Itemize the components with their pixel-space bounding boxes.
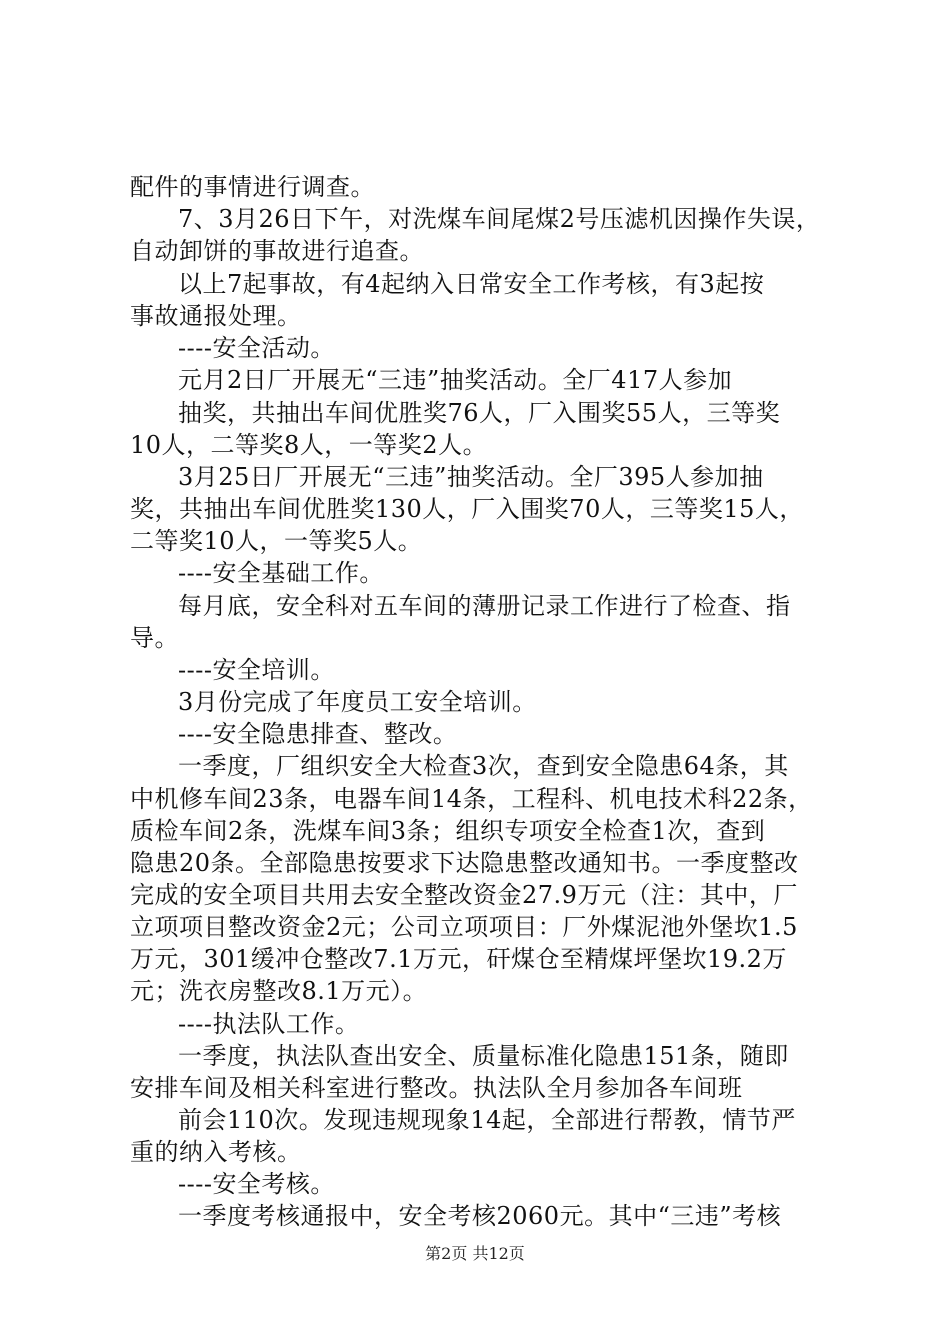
text-line: 一季度考核通报中，安全考核2060元。其中“三违”考核: [178, 1202, 782, 1230]
text-line: 重的纳入考核。: [130, 1138, 302, 1166]
section-heading: ----执法队工作。: [178, 1010, 360, 1038]
text-line: 自动卸饼的事故进行追查。: [130, 237, 424, 265]
text-line: 抽奖，共抽出车间优胜奖76人，厂入围奖55人，三等奖: [178, 399, 781, 427]
text-line: 质检车间2条，洗煤车间3条；组织专项安全检查1次，查到: [130, 817, 766, 845]
text-line: 中机修车间23条，电器车间14条，工程科、机电技术科22条，: [130, 785, 813, 813]
text-line: 导。: [130, 624, 179, 652]
text-line: 3月25日厂开展无“三违”抽奖活动。全厂395人参加抽: [178, 463, 764, 491]
text-line: 以上7起事故，有4起纳入日常安全工作考核，有3起按: [178, 270, 765, 298]
text-line: 隐患20条。全部隐患按要求下达隐患整改通知书。一季度整改: [130, 849, 799, 877]
section-heading: ----安全培训。: [178, 656, 335, 684]
section-heading: ----安全活动。: [178, 334, 335, 362]
text-line: 前会110次。发现违规现象14起，全部进行帮教，情节严: [178, 1106, 796, 1134]
text-line: 奖，共抽出车间优胜奖130人，厂入围奖70人，三等奖15人，: [130, 495, 804, 523]
section-heading: ----安全基础工作。: [178, 559, 384, 587]
text-line: 元月2日厂开展无“三违”抽奖活动。全厂417人参加: [178, 366, 733, 394]
text-line: 完成的安全项目共用去安全整改资金27.9万元（注：其中，厂: [130, 881, 798, 909]
section-heading: ----安全隐患排查、整改。: [178, 720, 458, 748]
text-line: 3月份完成了年度员工安全培训。: [178, 688, 537, 716]
text-line: 10人，二等奖8人，一等奖2人。: [130, 431, 488, 459]
text-line: 配件的事情进行调查。: [130, 173, 375, 201]
page-footer: 第2页 共12页: [425, 1244, 525, 1263]
text-line: 每月底，安全科对五车间的薄册记录工作进行了检查、指: [178, 592, 791, 620]
text-line: 一季度，执法队查出安全、质量标准化隐患151条，随即: [178, 1042, 789, 1070]
text-line: 元；洗衣房整改8.1万元）。: [130, 977, 428, 1005]
text-line: 一季度，厂组织安全大检查3次，查到安全隐患64条，其: [178, 752, 789, 780]
text-line: 立项项目整改资金2元；公司立项项目：厂外煤泥池外堡坎1.5: [130, 913, 798, 941]
text-line: 事故通报处理。: [130, 302, 302, 330]
section-heading: ----安全考核。: [178, 1170, 335, 1198]
text-line: 7、3月26日下午，对洗煤车间尾煤2号压滤机因操作失误，: [178, 205, 821, 233]
text-line: 万元，301缓冲仓整改7.1万元，矸煤仓至精煤坪堡坎19.2万: [130, 945, 787, 973]
text-line: 二等奖10人，一等奖5人。: [130, 527, 423, 555]
text-line: 安排车间及相关科室进行整改。执法队全月参加各车间班: [130, 1074, 743, 1102]
